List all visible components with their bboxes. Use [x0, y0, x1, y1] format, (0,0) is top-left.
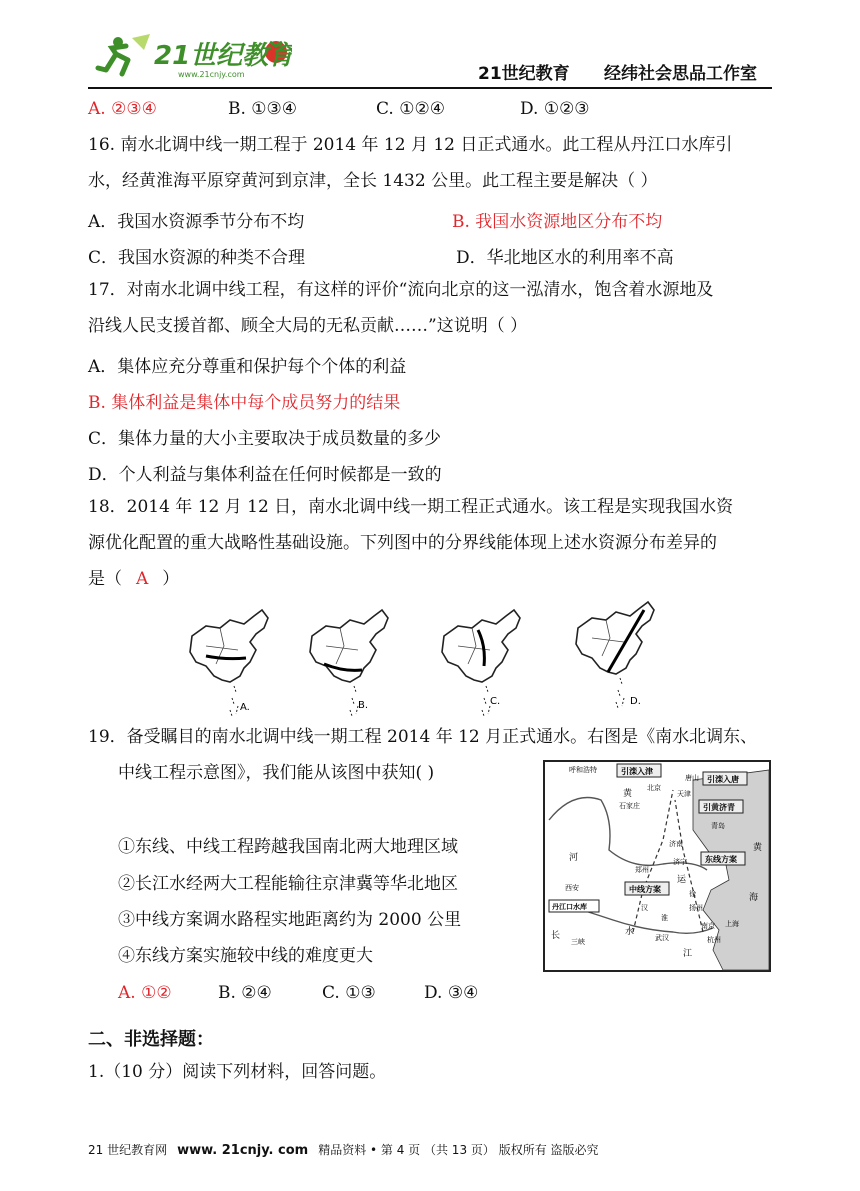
brand-name: 21世纪教育: [478, 64, 570, 84]
q17-option-b: B. 集体利益是集体中每个成员努力的结果: [88, 393, 401, 413]
logo: [92, 30, 292, 82]
q17-option-a: A．集体应充分尊重和保护每个个体的利益: [88, 357, 407, 377]
q17-option-c: C．集体力量的大小主要取决于成员数量的多少: [88, 429, 442, 449]
logo-url: www.21cnjy.com: [178, 70, 245, 79]
map-d: [576, 602, 654, 708]
q18-answer: A: [136, 569, 149, 589]
q17-option-d: D．个人利益与集体利益在任何时候都是一致的: [88, 465, 442, 485]
q16-option-c: C．我国水资源的种类不合理: [88, 248, 306, 268]
box-middle-route: 中线方案: [629, 885, 661, 894]
q16-option-a: A．我国水资源季节分布不均: [88, 212, 305, 232]
map-c-label: C.: [490, 696, 501, 707]
q16-line1: 16. 南水北调中线一期工程于 2014 年 12 月 12 日正式通水。此工程从丹江口水库引: [88, 135, 733, 155]
label-huang-sea: 黄: [753, 843, 763, 853]
q19-statement-4: ④东线方案实施较中线的难度更大: [118, 946, 373, 966]
map-c: [442, 610, 520, 716]
q19-option-d: D. ③④: [424, 983, 479, 1003]
south-north-water-map: [543, 760, 771, 972]
q19-line1: 19．备受瞩目的南水北调中线一期工程 2014 年 12 月正式通水。右图是《南水北调东、: [88, 727, 758, 747]
section-heading: 二、非选择题：: [88, 1029, 214, 1050]
place-wuhan: 武汉: [655, 934, 669, 942]
label-chang: 长: [551, 931, 561, 941]
label-jiang: 江: [683, 949, 693, 959]
q18-line3: [88, 569, 179, 590]
logo-text: 21世纪教育: [154, 41, 292, 71]
q15-option-b: B. ①③④: [228, 99, 298, 119]
place-han: 汉: [641, 904, 648, 912]
place-yangzhou: 扬州: [689, 904, 703, 912]
q19-option-a: A. ①②: [118, 983, 172, 1003]
q16-option-d: D．华北地区水的利用率不高: [456, 248, 674, 268]
place-qingdao: 青岛: [711, 822, 725, 830]
header-rule: [88, 87, 772, 89]
q19-option-c: C. ①③: [322, 983, 376, 1003]
q16-line2: 水，经黄淮海平原穿黄河到京津，全长 1432 公里。此工程主要是解决（ ）: [88, 171, 658, 191]
footer-info: 精品资料 • 第 4 页 （共 13 页） 版权所有 盗版必究: [318, 1143, 599, 1157]
place-xuzhou: 徐: [689, 890, 696, 898]
q19-line2: 中线工程示意图》，我们能从该图中获知( ): [118, 763, 435, 783]
place-shanghai: 上海: [725, 920, 739, 928]
label-he: 河: [569, 853, 579, 863]
box-danjiangkou: 丹江口水库: [552, 903, 587, 911]
footer-url: www. 21cnjy. com: [177, 1143, 309, 1158]
q16-option-b: B. 我国水资源地区分布不均: [452, 212, 663, 232]
footer: [88, 1141, 599, 1158]
place-sanxia: 三峡: [571, 938, 585, 946]
q19-statement-3: ③中线方案调水路程实地距离约为 2000 公里: [118, 910, 462, 930]
nonchoice-q1: 1.（10 分）阅读下列材料，回答问题。: [88, 1062, 387, 1082]
label-yun: 运: [677, 875, 687, 885]
q19-statement-2: ②长江水经两大工程能输往京津冀等华北地区: [118, 874, 458, 894]
place-beijing: 北京: [647, 784, 661, 792]
q17-line1: 17．对南水北调中线工程，有这样的评价“流向北京的这一泓清水，饱含着水源地及: [88, 280, 714, 300]
map-a-label: A.: [240, 702, 250, 713]
place-tianjin: 天津: [677, 790, 691, 798]
map-d-label: D.: [630, 696, 641, 707]
place-zhengzhou: 郑州: [635, 866, 649, 874]
place-hangzhou: 杭州: [707, 936, 721, 944]
map-b: [310, 610, 388, 716]
footer-site: 21 世纪教育网: [88, 1143, 168, 1157]
label-hai: 海: [749, 893, 759, 903]
q19-option-b: B. ②④: [218, 983, 272, 1003]
q15-option-a: A. ②③④: [88, 99, 157, 119]
q18-prefix: 是（: [88, 569, 122, 589]
box-east-route: 东线方案: [705, 855, 737, 864]
q19-statement-1: ①东线、中线工程跨越我国南北两大地理区域: [118, 837, 458, 857]
q15-option-d: D. ①②③: [520, 99, 590, 119]
place-huhehaote: 呼和浩特: [569, 766, 597, 774]
q18-suffix: ）: [162, 569, 180, 589]
place-tangshan: 唐山: [685, 774, 699, 782]
place-jinan: 济南: [669, 840, 683, 848]
box-yinluan-jin: 引滦入津: [621, 767, 653, 776]
q18-line1: 18．2014 年 12 月 12 日，南水北调中线一期工程正式通水。该工程是实现我国水资: [88, 497, 734, 517]
runner-icon: [98, 34, 150, 74]
place-jining: 济宁: [673, 858, 687, 866]
q18-map-strip: [180, 598, 680, 716]
q18-line2: 源优化配置的重大战略性基础设施。下列图中的分界线能体现上述水资源分布差异的: [88, 533, 717, 553]
place-shijiazhuang: 石家庄: [619, 802, 640, 810]
place-nanjing: 南京: [701, 922, 715, 930]
box-yinhuang-qing: 引黄济青: [703, 803, 735, 812]
place-huai: 淮: [661, 914, 668, 922]
place-xian: 西安: [565, 884, 579, 892]
label-huang: 黄: [623, 789, 633, 799]
studio-name: 经纬社会思品工作室: [604, 64, 757, 84]
q15-option-c: C. ①②④: [376, 99, 445, 119]
box-yinluan-tang: 引滦入唐: [707, 775, 739, 784]
label-shui: 水: [625, 927, 635, 937]
map-a: [190, 610, 268, 716]
map-b-label: B.: [358, 700, 369, 711]
q17-line2: 沿线人民支援首都、顾全大局的无私贡献……”这说明（ ）: [88, 316, 528, 336]
